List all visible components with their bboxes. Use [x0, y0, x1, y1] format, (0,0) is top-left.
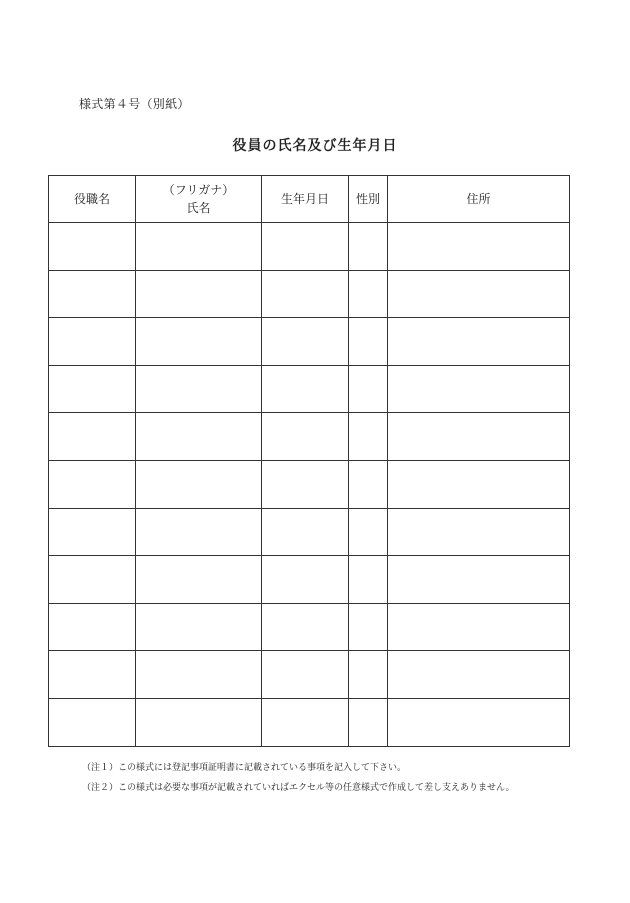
cell-position[interactable]	[49, 365, 136, 413]
cell-gender[interactable]	[349, 460, 388, 508]
header-name-label: 氏名	[186, 201, 211, 215]
table-row	[49, 651, 570, 699]
cell-gender[interactable]	[349, 698, 388, 746]
header-position: 役職名	[49, 176, 136, 223]
page-title: 役員の氏名及び生年月日	[232, 138, 398, 154]
cell-birthdate[interactable]	[262, 556, 349, 604]
cell-birthdate[interactable]	[262, 651, 349, 699]
table-row	[49, 698, 570, 746]
cell-address[interactable]	[388, 223, 570, 271]
cell-name[interactable]	[136, 460, 262, 508]
table-body	[49, 223, 570, 747]
table-row	[49, 460, 570, 508]
cell-name[interactable]	[136, 556, 262, 604]
cell-address[interactable]	[388, 603, 570, 651]
table-header-row	[49, 176, 570, 223]
table-row	[49, 603, 570, 651]
cell-name[interactable]	[136, 413, 262, 461]
cell-birthdate[interactable]	[262, 460, 349, 508]
table-row	[49, 556, 570, 604]
cell-position[interactable]	[49, 413, 136, 461]
cell-gender[interactable]	[349, 270, 388, 318]
table-row	[49, 223, 570, 271]
cell-position[interactable]	[49, 651, 136, 699]
cell-gender[interactable]	[349, 508, 388, 556]
cell-name[interactable]	[136, 270, 262, 318]
cell-gender[interactable]	[349, 365, 388, 413]
cell-address[interactable]	[388, 413, 570, 461]
table-row	[49, 365, 570, 413]
cell-position[interactable]	[49, 556, 136, 604]
cell-position[interactable]	[49, 223, 136, 271]
cell-position[interactable]	[49, 508, 136, 556]
cell-address[interactable]	[388, 651, 570, 699]
table-row	[49, 508, 570, 556]
cell-name[interactable]	[136, 698, 262, 746]
cell-address[interactable]	[388, 318, 570, 366]
cell-gender[interactable]	[349, 651, 388, 699]
cell-name[interactable]	[136, 318, 262, 366]
cell-gender[interactable]	[349, 413, 388, 461]
form-number: 様式第４号（別紙）	[79, 97, 190, 111]
cell-gender[interactable]	[349, 318, 388, 366]
cell-address[interactable]	[388, 698, 570, 746]
cell-birthdate[interactable]	[262, 270, 349, 318]
cell-birthdate[interactable]	[262, 508, 349, 556]
cell-birthdate[interactable]	[262, 603, 349, 651]
officers-table	[48, 175, 570, 747]
header-name	[136, 176, 262, 223]
cell-position[interactable]	[49, 698, 136, 746]
cell-name[interactable]	[136, 603, 262, 651]
cell-birthdate[interactable]	[262, 413, 349, 461]
header-address: 住所	[388, 176, 570, 223]
cell-gender[interactable]	[349, 603, 388, 651]
cell-position[interactable]	[49, 318, 136, 366]
cell-name[interactable]	[136, 508, 262, 556]
header-birthdate: 生年月日	[262, 176, 349, 223]
cell-address[interactable]	[388, 365, 570, 413]
note-1: （注１）この様式には登記事項証明書に記載されている事項を記入して下さい。	[82, 763, 407, 773]
cell-address[interactable]	[388, 460, 570, 508]
cell-name[interactable]	[136, 651, 262, 699]
cell-address[interactable]	[388, 270, 570, 318]
cell-birthdate[interactable]	[262, 365, 349, 413]
cell-address[interactable]	[388, 508, 570, 556]
notes	[82, 758, 515, 798]
header-name-kana: （フリガナ）	[162, 183, 235, 197]
cell-gender[interactable]	[349, 223, 388, 271]
cell-birthdate[interactable]	[262, 318, 349, 366]
table-row	[49, 270, 570, 318]
cell-name[interactable]	[136, 223, 262, 271]
cell-birthdate[interactable]	[262, 698, 349, 746]
header-gender: 性別	[349, 176, 388, 223]
cell-address[interactable]	[388, 556, 570, 604]
cell-birthdate[interactable]	[262, 223, 349, 271]
cell-gender[interactable]	[349, 556, 388, 604]
cell-position[interactable]	[49, 460, 136, 508]
cell-position[interactable]	[49, 603, 136, 651]
note-2: （注２）この様式は必要な事項が記載されていればエクセル等の任意様式で作成して差し支えありません。	[82, 783, 515, 793]
table-row	[49, 413, 570, 461]
cell-position[interactable]	[49, 270, 136, 318]
cell-name[interactable]	[136, 365, 262, 413]
table-row	[49, 318, 570, 366]
